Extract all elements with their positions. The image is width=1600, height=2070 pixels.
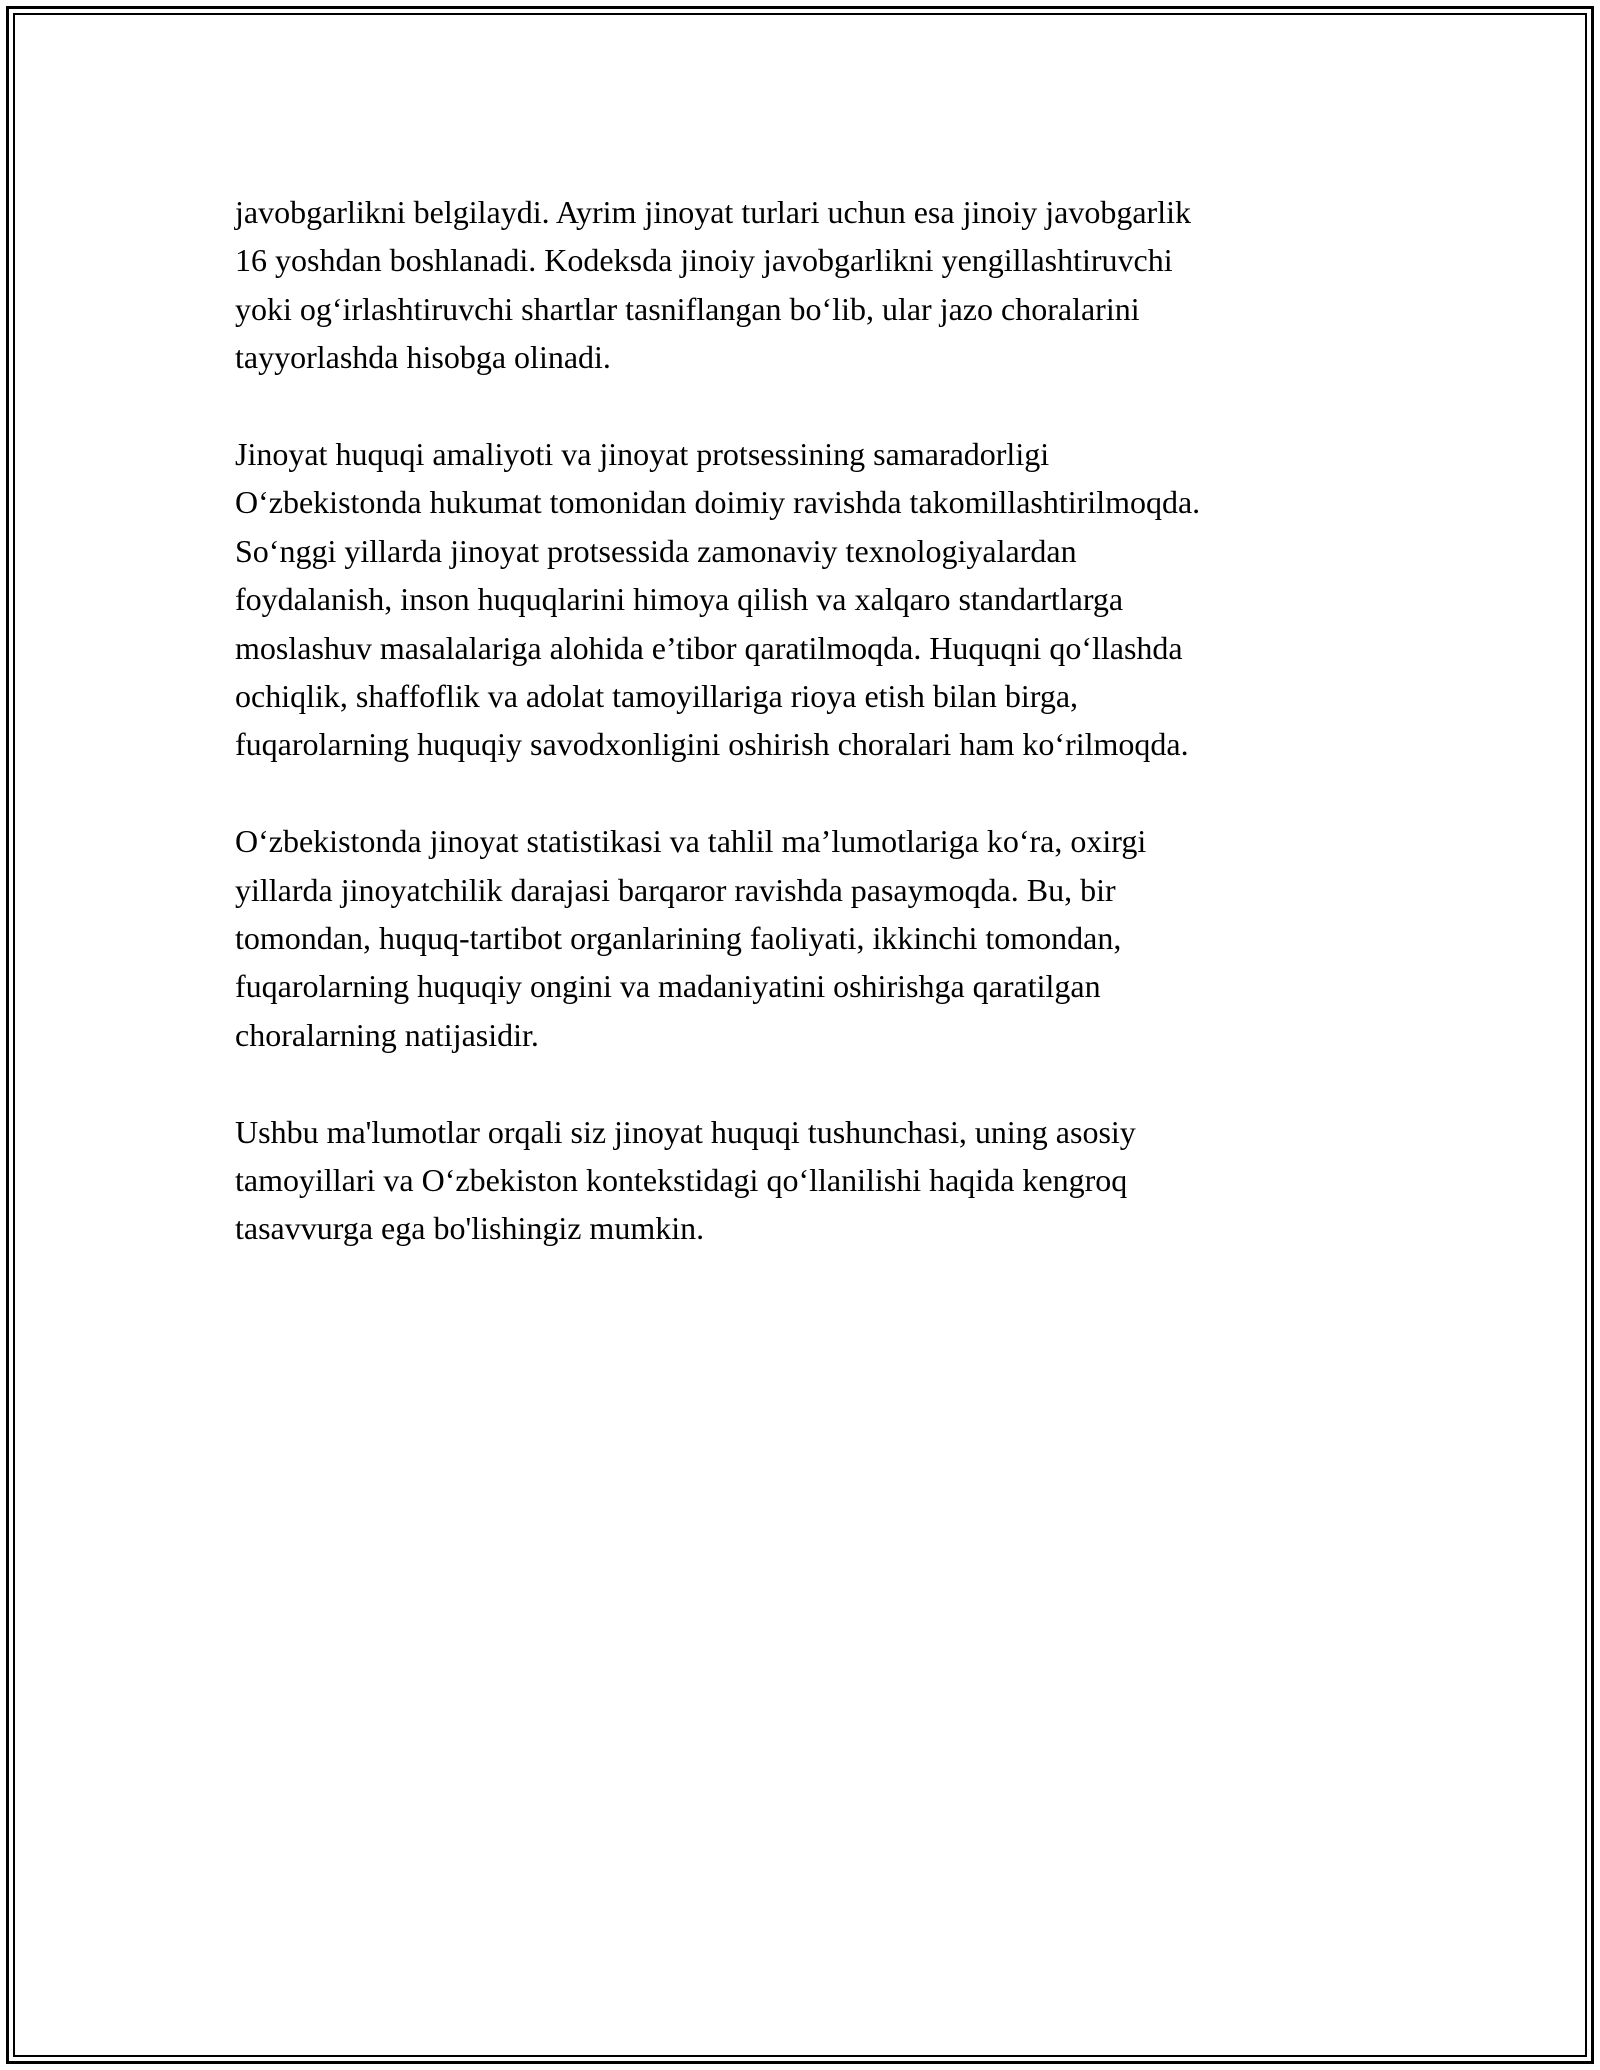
text-line: yoki og‘irlashtiruvchi shartlar tasniflangan bo‘lib, ular jazo choralarini [235, 290, 1140, 327]
text-line: ochiqlik, shaffoflik va adolat tamoyillariga rioya etish bilan birga, [235, 678, 1079, 715]
text-line: O‘zbekistonda hukumat tomonidan doimiy ravishda takomillashtirilmoqda. [235, 484, 1201, 521]
text-line: fuqarolarning huquqiy savodxonligini oshirish choralari ham ko‘rilmoqda. [235, 726, 1189, 763]
text-line: foydalanish, inson huquqlarini himoya qilish va xalqaro standartlarga [235, 581, 1124, 618]
text-line: O‘zbekistonda jinoyat statistikasi va tahlil ma’lumotlariga ko‘ra, oxirgi [235, 823, 1147, 860]
document-body [235, 188, 1365, 1301]
text-line: tayyorlashda hisobga olinadi. [235, 339, 611, 376]
text-line: fuqarolarning huquqiy ongini va madaniyatini oshirishga qaratilgan [235, 968, 1101, 1005]
text-line: Jinoyat huquqi amaliyoti va jinoyat protsessining samaradorligi [235, 436, 1050, 473]
text-line: So‘nggi yillarda jinoyat protsessida zamonaviy texnologiyalardan [235, 532, 1077, 569]
text-line: tamoyillari va O‘zbekiston kontekstidagi qo‘llanilishi haqida kengroq [235, 1162, 1128, 1199]
text-line: choralarning natijasidir. [235, 1016, 539, 1053]
paragraph-4 [235, 1108, 1365, 1253]
text-line: javobgarlikni belgilaydi. Ayrim jinoyat turlari uchun esa jinoiy javobgarlik [235, 194, 1191, 230]
text-line: moslashuv masalalariga alohida e’tibor qaratilmoqda. Huquqni qo‘llashda [235, 629, 1183, 666]
paragraph-3 [235, 817, 1365, 1059]
text-line: 16 yoshdan boshlanadi. Kodeksda jinoiy javobgarlikni yengillashtiruvchi [235, 242, 1173, 279]
text-line: Ushbu ma'lumotlar orqali siz jinoyat huquqi tushunchasi, uning asosiy [235, 1113, 1136, 1150]
paragraph-2 [235, 430, 1365, 769]
text-line: yillarda jinoyatchilik darajasi barqaror ravishda pasaymoqda. Bu, bir [235, 871, 1116, 908]
text-line: tasavvurga ega bo'lishingiz mumkin. [235, 1210, 705, 1247]
text-line: tomondan, huquq-tartibot organlarining faoliyati, ikkinchi tomondan, [235, 920, 1122, 957]
paragraph-1 [235, 188, 1365, 382]
